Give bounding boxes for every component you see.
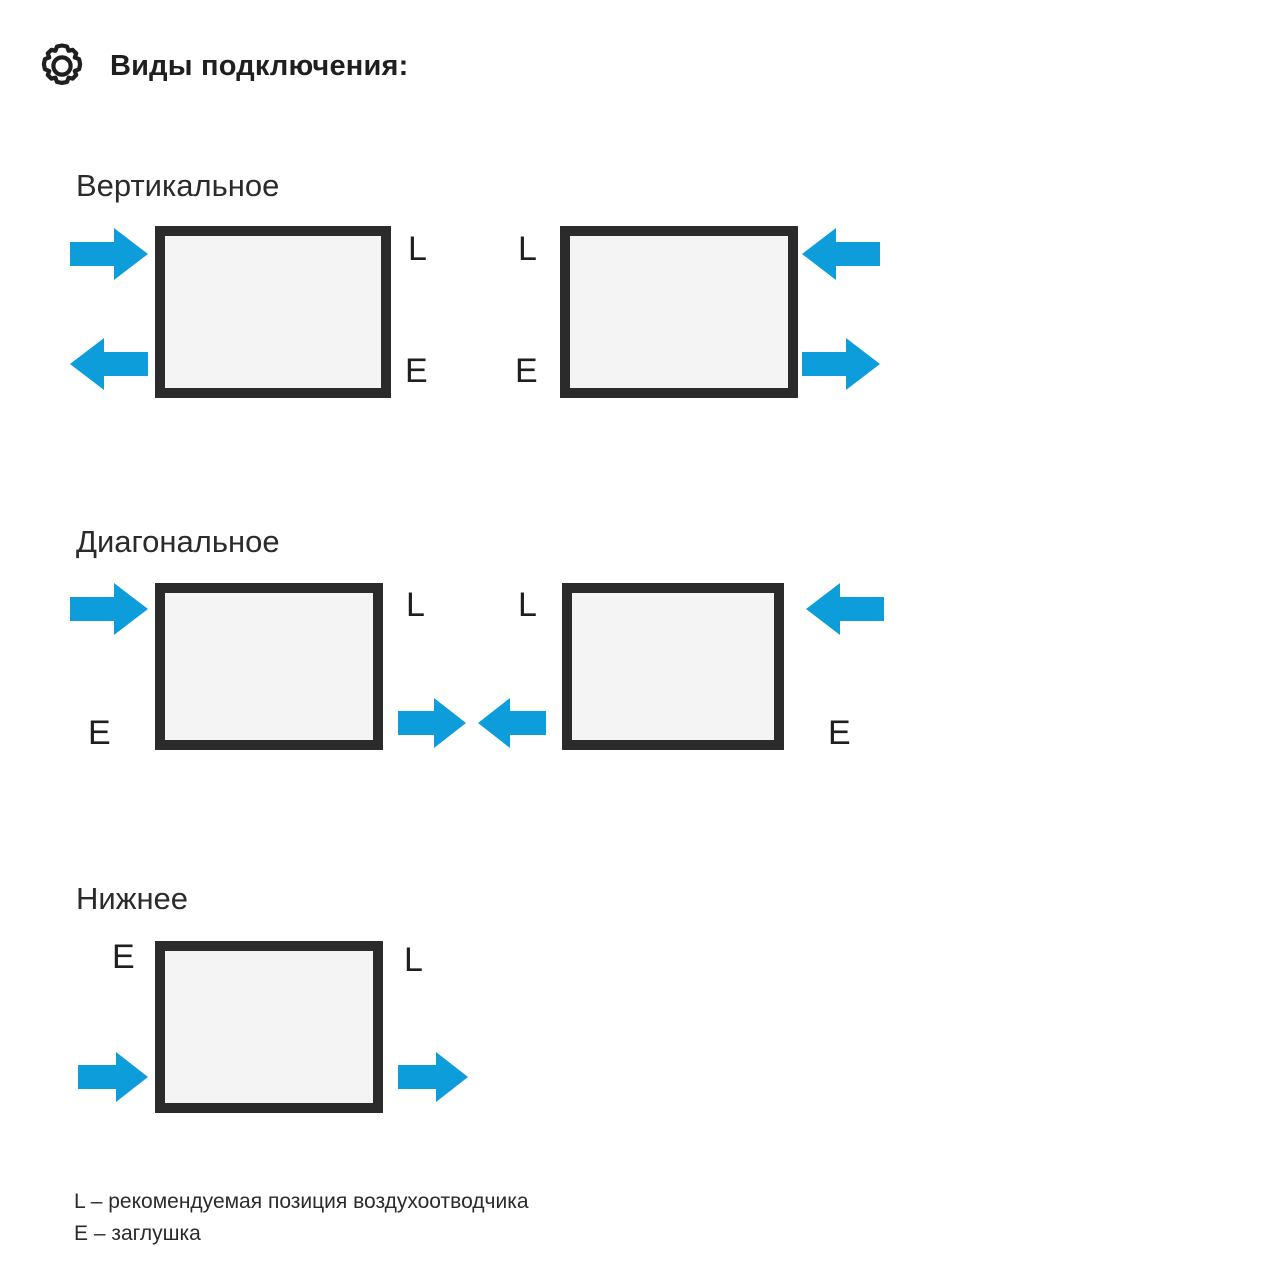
- gear-icon: [36, 40, 88, 92]
- arrow-left-bottom-vertical-left: [70, 338, 148, 395]
- port-label-diagonal-left-top: L: [406, 586, 425, 624]
- radiator-vertical-right: [560, 226, 798, 398]
- legend-line-e: E – заглушка: [74, 1222, 201, 1245]
- arrow-right-top-vertical-left: [70, 228, 148, 285]
- arrow-right-bottom-diagonal-left: [398, 698, 466, 753]
- port-label-vertical-left-bottom: E: [405, 352, 428, 390]
- arrow-right-top-diagonal-left: [70, 583, 148, 640]
- legend-line-l: L – рекомендуемая позиция воздухоотводчика: [74, 1190, 529, 1213]
- page-header: [36, 40, 409, 92]
- port-label-bottom-left: E: [112, 938, 135, 976]
- radiator-diagonal-left: [155, 583, 383, 750]
- section-title-diagonal: Диагональное: [76, 524, 280, 559]
- section-title-vertical: Вертикальное: [76, 168, 280, 203]
- legend: [74, 1186, 529, 1250]
- port-label-bottom-right: L: [404, 941, 423, 979]
- port-label-vertical-right-top: L: [518, 230, 537, 268]
- arrow-right-bottom-vertical-right: [802, 338, 880, 395]
- page-title: Виды подключения:: [110, 49, 409, 82]
- arrow-left-bottom-diagonal-right: [478, 698, 546, 753]
- arrow-right-bottom-right-bottom: [398, 1052, 468, 1107]
- radiator-vertical-left: [155, 226, 391, 398]
- port-label-vertical-right-bottom: E: [515, 352, 538, 390]
- section-title-bottom: Нижнее: [76, 881, 189, 916]
- port-label-diagonal-left-bottom: E: [88, 714, 111, 752]
- arrow-left-top-diagonal-right: [806, 583, 884, 640]
- port-label-vertical-left-top: L: [408, 230, 427, 268]
- arrow-left-top-vertical-right: [802, 228, 880, 285]
- radiator-bottom: [155, 941, 383, 1113]
- port-label-diagonal-right-top: L: [518, 586, 537, 624]
- radiator-diagonal-right: [562, 583, 784, 750]
- arrow-right-bottom-left-bottom: [78, 1052, 148, 1107]
- port-label-diagonal-right-bottom: E: [828, 714, 851, 752]
